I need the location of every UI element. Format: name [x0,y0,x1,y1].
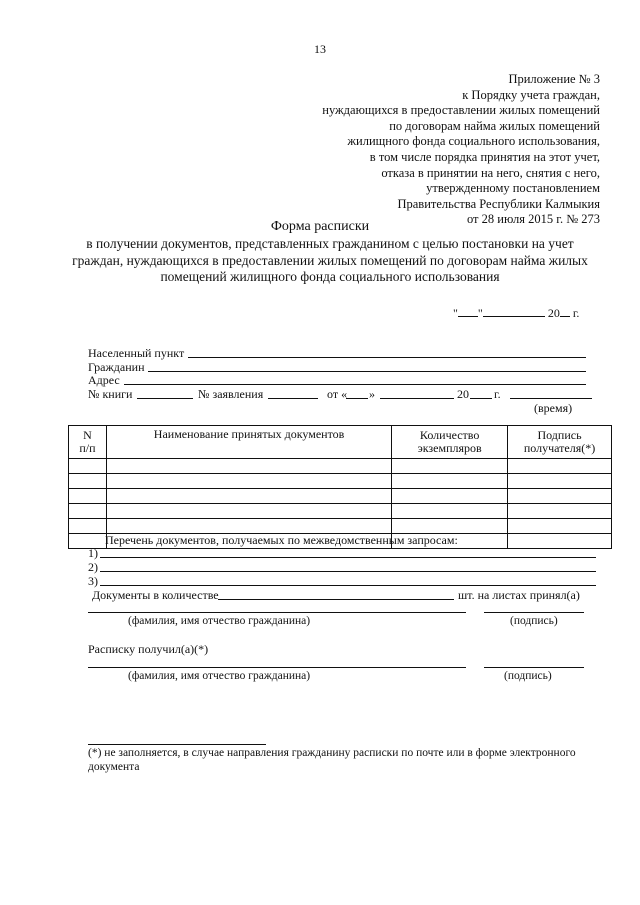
interagency-item-1: 1) [88,546,98,560]
appendix-line: нуждающихся в предоставлении жилых помещений [322,103,600,118]
interagency-item-2: 2) [88,560,98,574]
header-document-name: Наименование принятых документов [106,426,391,459]
book-no-input[interactable] [137,398,193,399]
accepted-fio-caption: (фамилия, имя отчество гражданина) [128,615,311,627]
settlement-input[interactable] [188,357,586,358]
table-row[interactable] [69,474,612,489]
receipt-sign-input[interactable] [484,667,584,668]
interagency-item-3: 3) [88,574,98,588]
interagency-input-3[interactable] [100,585,596,586]
table-header-row [69,426,612,459]
year-label: 20 [457,387,469,401]
time-caption: (время) [534,401,573,415]
citizen-input[interactable] [148,371,586,372]
appendix-header [322,72,600,228]
header-quantity: Количество экземпляров [392,426,508,459]
from-month-input[interactable] [380,398,454,399]
accepted-count-input[interactable] [218,599,454,600]
appendix-line: Приложение № 3 [508,72,600,86]
quote-close: " [477,306,483,320]
table-row[interactable] [69,504,612,519]
appendix-line: отказа в принятии на него, снятия с него, [381,165,600,180]
day-blank[interactable] [458,305,478,317]
table-row[interactable] [69,459,612,474]
page-number: 13 [314,42,326,56]
year-blank[interactable] [560,305,570,317]
interagency-input-1[interactable] [100,557,596,558]
table-row[interactable] [69,519,612,534]
address-label: Адрес [88,373,120,387]
appendix-line: утвержденному постановлением [426,181,600,196]
date-line [453,305,579,321]
citizen-label: Гражданин [88,360,145,374]
appendix-line: от 28 июля 2015 г. № 273 [466,212,600,227]
receipt-sign-caption: (подпись) [504,670,552,682]
from-day-input[interactable] [346,398,368,399]
footnote-divider [88,744,266,745]
receipt-fio-input[interactable] [88,667,466,668]
accepted-fio-input[interactable] [88,612,466,613]
application-no-label: № заявления [198,387,264,401]
form-subtitle: в получении документов, представленных гражданином с целью постановки на учет граждан, нуждающихся в предоставлении жилых помещений по договорам найма жилых помещений жилищного фонда социального использования [72,236,588,284]
accepted-prefix: Документы в количестве [92,588,219,602]
documents-table [68,425,612,549]
settlement-label: Населенный пункт [88,346,185,360]
accepted-suffix: шт. на листах принял(а) [458,588,580,602]
accepted-sign-input[interactable] [484,612,584,613]
table-row[interactable] [69,489,612,504]
year-prefix: 20 [547,306,560,320]
appendix-line: Правительства Республики Калмыкия [397,196,600,211]
appendix-line: к Порядку учета граждан, [462,87,600,102]
appendix-line: в том числе порядка принятия на этот учет, [369,149,600,164]
year-suffix: г. [572,306,580,320]
header-number: N п/п [69,426,107,459]
receipt-label: Расписку получил(а)(*) [88,642,209,656]
interagency-input-2[interactable] [100,571,596,572]
from-label: от « [327,387,348,401]
accepted-sign-caption: (подпись) [510,615,558,627]
from-close: » [369,387,375,401]
from-year-input[interactable] [470,398,492,399]
quote-open: " [453,306,458,320]
form-title: Форма расписки [270,219,370,234]
address-input[interactable] [124,384,586,385]
year-suffix-label: г. [494,387,501,401]
receipt-fio-caption: (фамилия, имя отчество гражданина) [128,670,311,682]
application-no-input[interactable] [268,398,318,399]
time-input[interactable] [510,398,592,399]
appendix-line: жилищного фонда социального использования, [347,134,600,149]
appendix-line: по договорам найма жилых помещений [389,118,600,133]
header-signature: Подпись получателя(*) [508,426,612,459]
interagency-heading: Перечень документов, получаемых по межведомственным запросам: [105,533,458,547]
footnote: (*) не заполняется, в случае направления гражданину расписки по почте или в форме электронного документа [88,747,576,773]
month-blank[interactable] [483,305,545,317]
book-no-label: № книги [88,387,133,401]
